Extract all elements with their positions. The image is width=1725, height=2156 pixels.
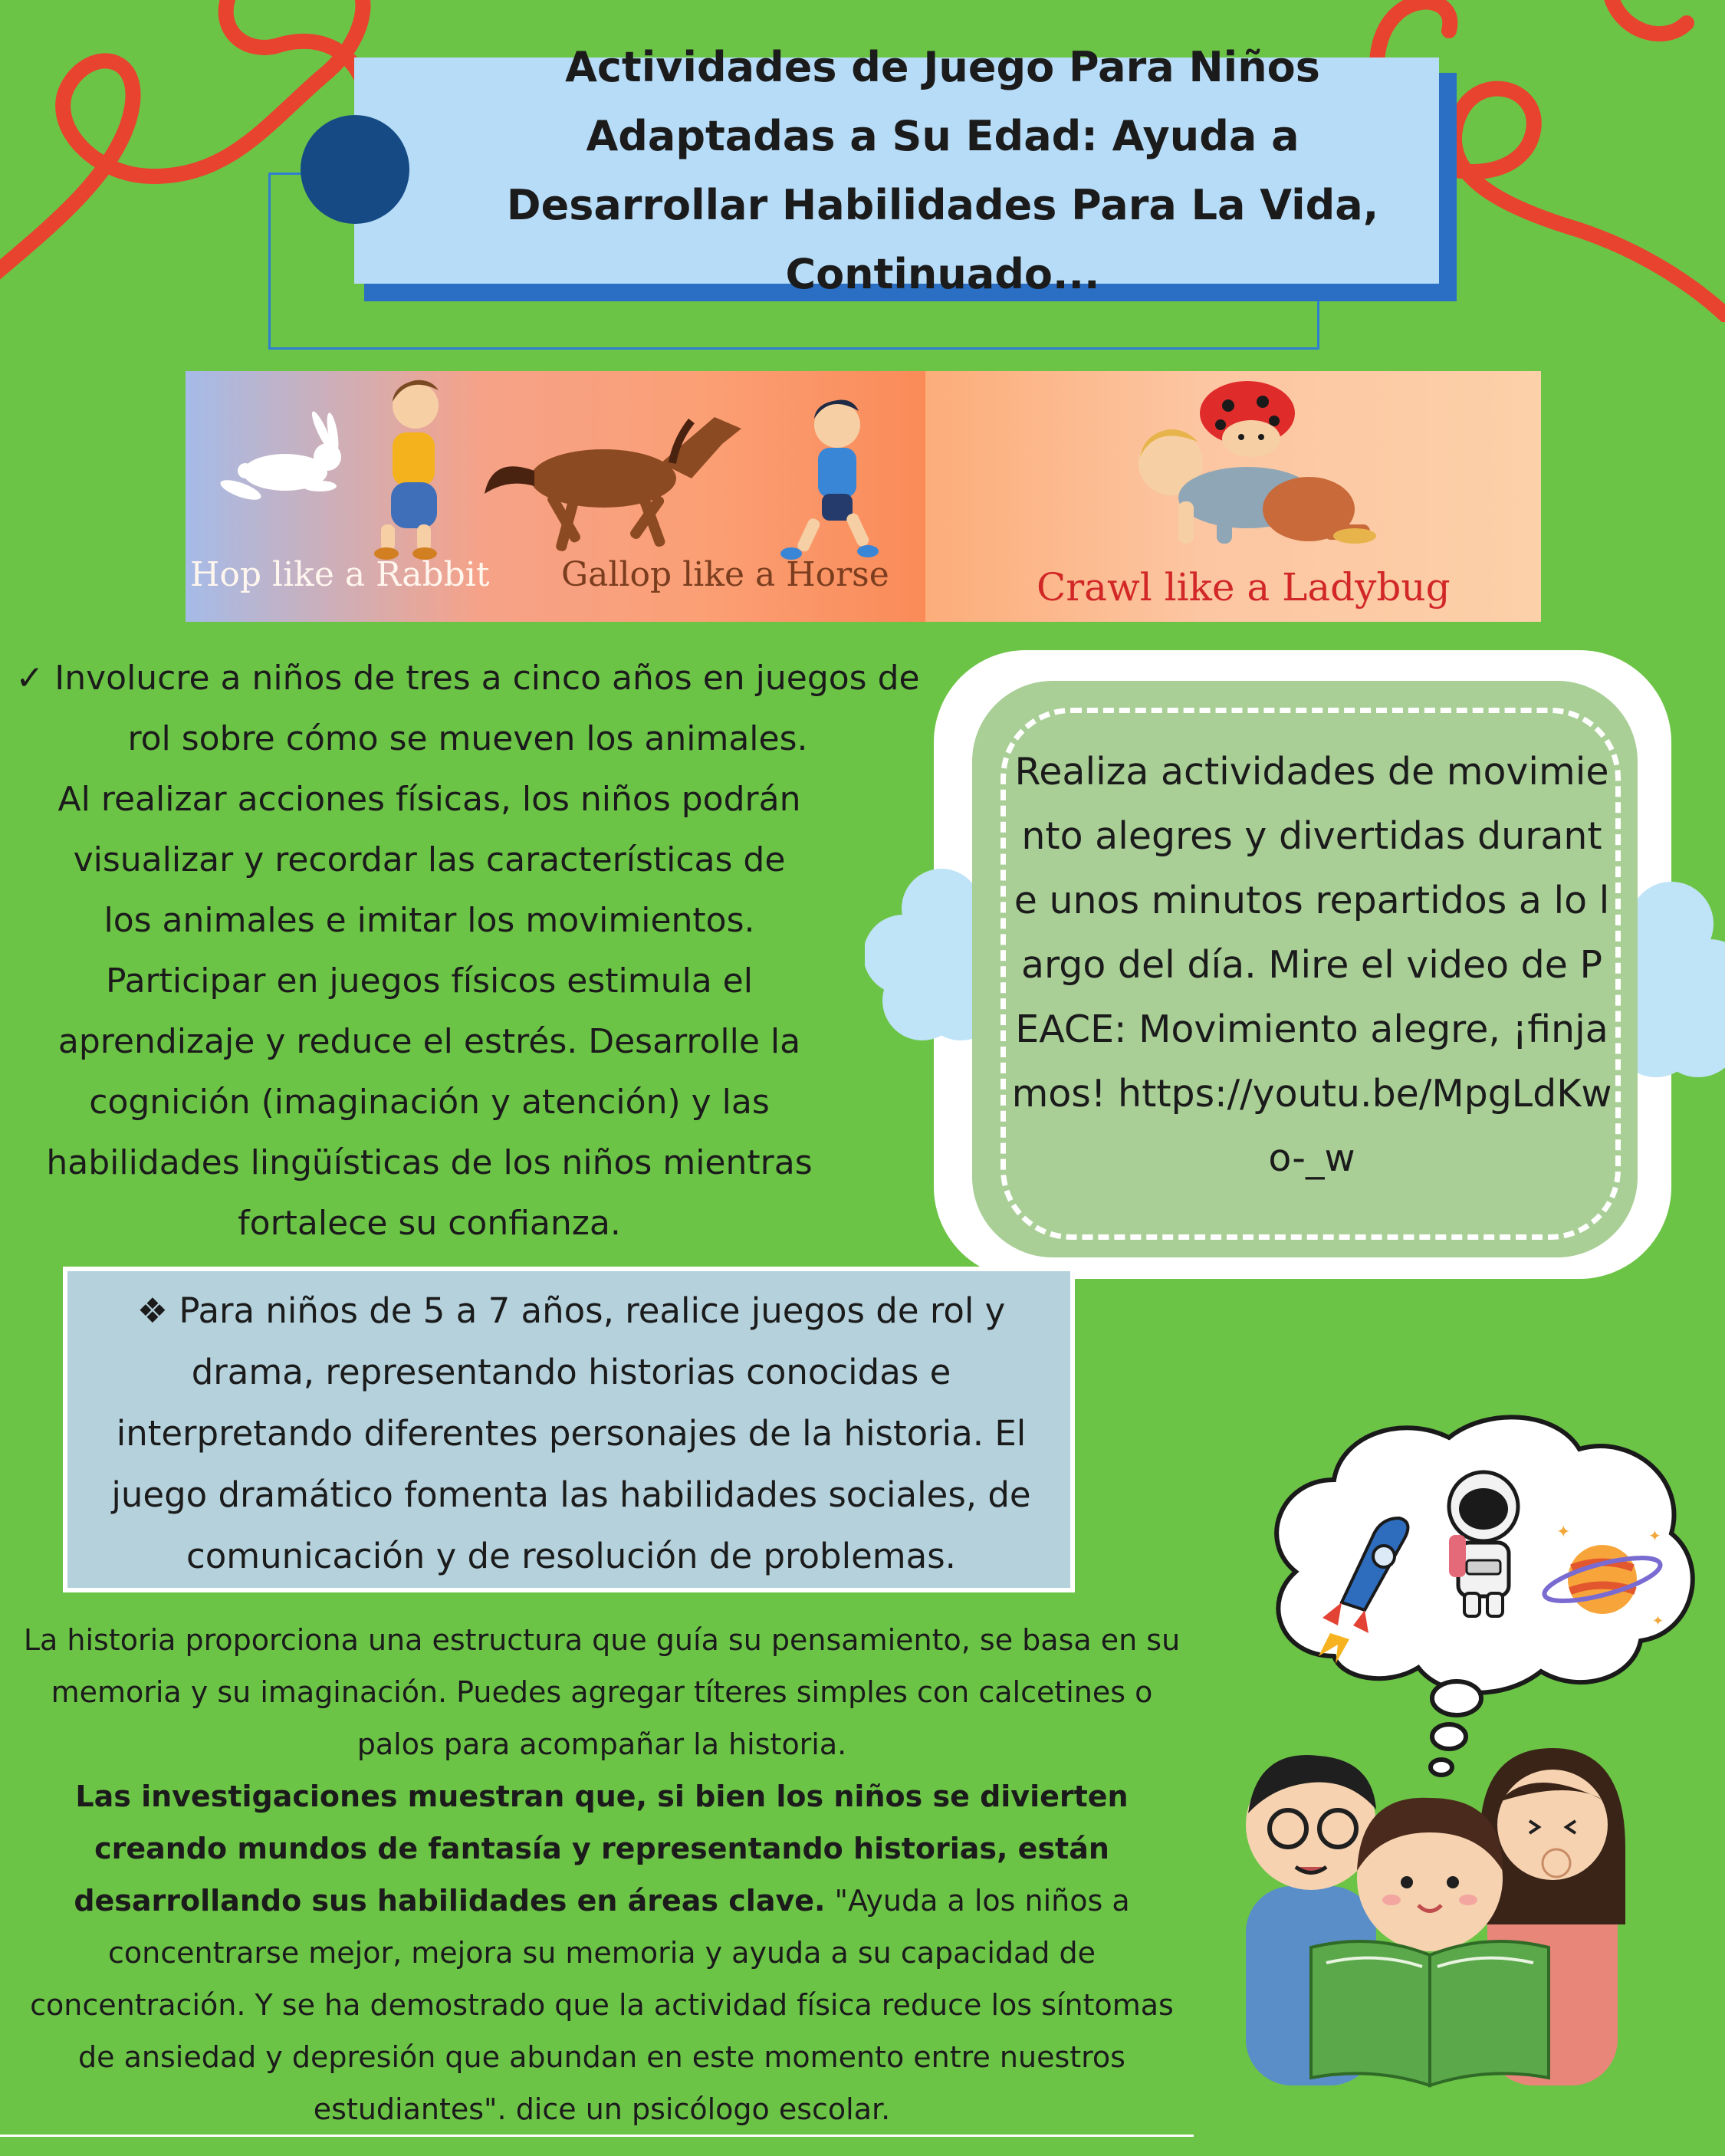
banner-caption-ladybug: Crawl like a Ladybug <box>1037 565 1451 610</box>
section-3-paragraph-2 <box>15 1770 1188 2135</box>
section-3-paragraph-1: La historia proporciona una estructura que guía su pensamiento, se basa en su memoria y su imaginación. Puedes agregar títeres simples con calcetines o palos para acompañar la historia. <box>23 1623 1181 1761</box>
video-link[interactable]: https://youtu.be/MpgLdKwo-_w <box>1118 1072 1612 1180</box>
page-title: Actividades de Juego Para Niños Adaptadas a Su Edad: Ayuda a Desarrollar Habilidades Para La Vida, Continuado... <box>506 42 1379 298</box>
title-bullet-dot <box>301 115 409 224</box>
section-1-body: Al realizar acciones físicas, los niños podrán visualizar y recordar las características de los animales e imitar los movimientos. Participar en juegos físicos estimula el aprendizaje y reduce el estrés. Desarrolle la cognición (imaginación y atención) y las habilidades lingüísticas de los niños mientras fortalece su confianza. <box>46 780 813 1243</box>
banner-panel-left <box>186 371 925 622</box>
girl-hopping-illustration <box>374 380 439 560</box>
bottom-divider <box>0 2135 1194 2137</box>
animal-movement-banner <box>186 371 1541 622</box>
svg-text:✦: ✦ <box>1556 1523 1571 1542</box>
family-reading-illustration <box>1234 1717 1633 2101</box>
psychologist-quote: "Ayuda a los niños a concentrarse mejor, mejora su memoria y ayuda a su capacidad de concentración. Y se ha demostrado que la actividad física reduce los síntomas de ansiedad y depresión que abundan en este momento entre nuestros estudiantes". dice un psicólogo escolar. <box>30 1884 1174 2126</box>
boy-running-illustration <box>780 400 879 560</box>
section-animal-roleplay <box>15 648 935 1254</box>
section-1-intro: ✓ Involucre a niños de tres a cinco años en juegos de rol sobre cómo se mueven los animales. <box>15 659 920 758</box>
banner-panel-right <box>925 371 1541 622</box>
horse-illustration <box>485 417 741 552</box>
book-icon <box>1311 1941 1549 2085</box>
rabbit-illustration <box>219 409 341 504</box>
section-2-text: ❖ Para niños de 5 a 7 años, realice juegos de rol y drama, representando historias conocidas e interpretando diferentes personajes de la historia. El juego dramático fomenta las habilidades sociales, de comunicación y de resolución de problemas. <box>111 1290 1031 1576</box>
title-box <box>354 42 1439 298</box>
callout-text: Realiza actividades de movimiento alegres y divertidas durante unos minutos repartidos a lo largo del día. Mire el video de PEACE: Movimiento alegre, ¡finjamos! <box>1011 750 1610 1116</box>
banner-caption-horse: Gallop like a Horse <box>561 555 889 594</box>
ladybug-illustration <box>1200 381 1295 457</box>
svg-text:✦: ✦ <box>1648 1527 1661 1545</box>
research-lead-text: Las investigaciones muestran que, si bien los niños se divierten creando mundos de fantasía y representando historias, están desarrollando sus habilidades en áreas clave. <box>74 1780 1129 1918</box>
section-story-research <box>15 1614 1188 2135</box>
child-figure <box>1357 1798 1503 1951</box>
svg-text:✦: ✦ <box>1652 1613 1664 1629</box>
banner-caption-rabbit: Hop like a Rabbit <box>190 555 490 594</box>
callout-text-block <box>1010 740 1613 1191</box>
